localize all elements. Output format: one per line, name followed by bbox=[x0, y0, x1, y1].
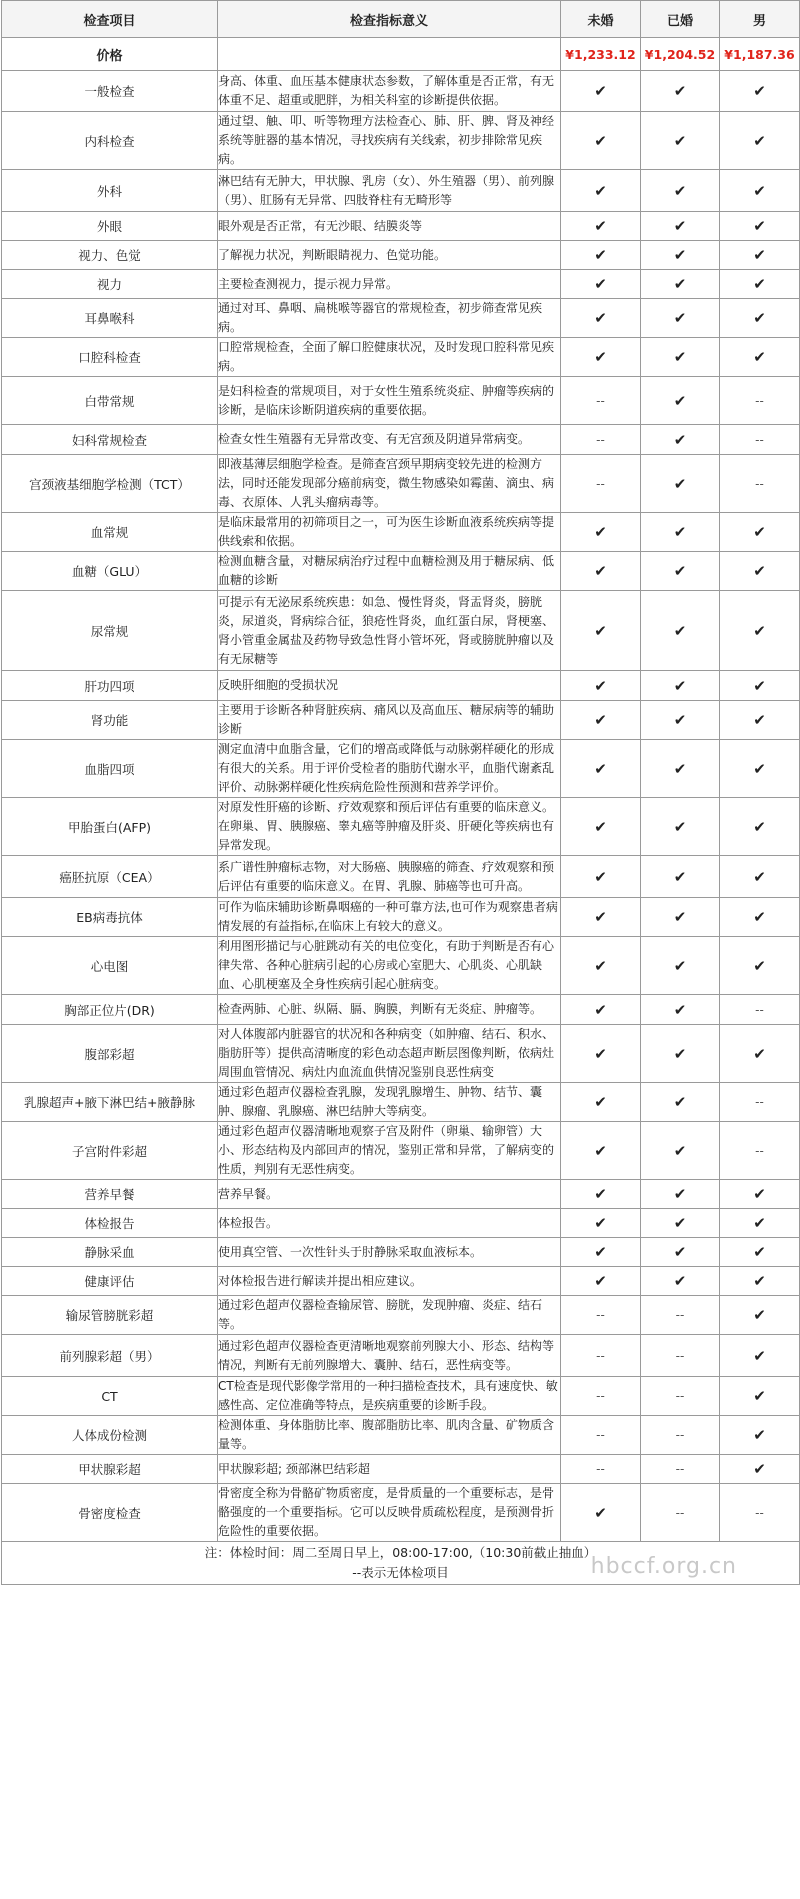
unmarried-mark: ✔ bbox=[561, 112, 641, 170]
table-row bbox=[2, 1416, 800, 1455]
exam-item-name: 甲胎蛋白(AFP) bbox=[2, 798, 218, 856]
unmarried-mark: ✔ bbox=[561, 898, 641, 937]
table-body bbox=[2, 38, 800, 1542]
male-mark: -- bbox=[720, 995, 800, 1025]
exam-item-description: 检测体重、身体脂肪比率、腹部脂肪比率、肌肉含量、矿物质含量等。 bbox=[218, 1416, 561, 1455]
exam-item-name: CT bbox=[2, 1377, 218, 1416]
male-mark: -- bbox=[720, 1484, 800, 1542]
table-row bbox=[2, 1296, 800, 1335]
exam-item-description: 反映肝细胞的受损状况 bbox=[218, 671, 561, 701]
exam-item-name: 输尿管膀胱彩超 bbox=[2, 1296, 218, 1335]
married-mark: ✔ bbox=[641, 856, 720, 898]
unmarried-mark: ✔ bbox=[561, 1083, 641, 1122]
table-row bbox=[2, 1083, 800, 1122]
exam-item-name: 肾功能 bbox=[2, 701, 218, 740]
unmarried-mark: ✔ bbox=[561, 338, 641, 377]
male-mark: ✔ bbox=[720, 1296, 800, 1335]
exam-item-name: 乳腺超声+腋下淋巴结+腋静脉 bbox=[2, 1083, 218, 1122]
exam-item-name: 肝功四项 bbox=[2, 671, 218, 701]
exam-item-name: 营养早餐 bbox=[2, 1180, 218, 1209]
exam-item-name: 血糖（GLU） bbox=[2, 552, 218, 591]
exam-item-description: 系广谱性肿瘤标志物，对大肠癌、胰腺癌的筛查、疗效观察和预后评估有重要的临床意义。在胃、乳腺、肺癌等也可升高。 bbox=[218, 856, 561, 898]
unmarried-mark: ✔ bbox=[561, 170, 641, 212]
unmarried-mark: ✔ bbox=[561, 671, 641, 701]
table-row bbox=[2, 1455, 800, 1484]
exam-item-name: 妇科常规检查 bbox=[2, 425, 218, 455]
unmarried-mark: ✔ bbox=[561, 591, 641, 671]
table-row bbox=[2, 1122, 800, 1180]
exam-item-description: 使用真空管、一次性针头于肘静脉采取血液标本。 bbox=[218, 1238, 561, 1267]
married-mark: ✔ bbox=[641, 591, 720, 671]
exam-item-description: 甲状腺彩超; 颈部淋巴结彩超 bbox=[218, 1455, 561, 1484]
exam-item-name: EB病毒抗体 bbox=[2, 898, 218, 937]
exam-item-name: 一般检查 bbox=[2, 71, 218, 112]
exam-item-description: 主要检查测视力，提示视力异常。 bbox=[218, 270, 561, 299]
married-mark: ✔ bbox=[641, 898, 720, 937]
footer-note: 注：体检时间：周二至周日早上，08:00-17:00,（10:30前截止抽血） bbox=[204, 1545, 597, 1560]
unmarried-mark: ✔ bbox=[561, 513, 641, 552]
male-mark: ✔ bbox=[720, 1455, 800, 1484]
male-mark: ✔ bbox=[720, 513, 800, 552]
unmarried-mark: ✔ bbox=[561, 212, 641, 241]
unmarried-mark: ✔ bbox=[561, 552, 641, 591]
male-mark: ✔ bbox=[720, 1180, 800, 1209]
table-row bbox=[2, 671, 800, 701]
table-row bbox=[2, 270, 800, 299]
exam-item-description: 体检报告。 bbox=[218, 1209, 561, 1238]
male-mark: ✔ bbox=[720, 856, 800, 898]
table-row bbox=[2, 1335, 800, 1377]
male-mark: ✔ bbox=[720, 170, 800, 212]
table-row bbox=[2, 455, 800, 513]
exam-item-name: 静脉采血 bbox=[2, 1238, 218, 1267]
unmarried-mark: ✔ bbox=[561, 241, 641, 270]
exam-item-name: 外眼 bbox=[2, 212, 218, 241]
exam-item-name: 体检报告 bbox=[2, 1209, 218, 1238]
price-row bbox=[2, 38, 800, 71]
married-mark: ✔ bbox=[641, 170, 720, 212]
exam-item-name: 心电图 bbox=[2, 937, 218, 995]
male-mark: ✔ bbox=[720, 1025, 800, 1083]
table-row bbox=[2, 112, 800, 170]
married-mark: ✔ bbox=[641, 1267, 720, 1296]
male-mark: ✔ bbox=[720, 1209, 800, 1238]
unmarried-mark: -- bbox=[561, 1455, 641, 1484]
unmarried-mark: ✔ bbox=[561, 856, 641, 898]
table-row bbox=[2, 338, 800, 377]
exam-item-name: 白带常规 bbox=[2, 377, 218, 425]
unmarried-mark: -- bbox=[561, 1416, 641, 1455]
male-mark: ✔ bbox=[720, 898, 800, 937]
unmarried-mark: -- bbox=[561, 425, 641, 455]
exam-item-description: 身高、体重、血压基本健康状态参数，了解体重是否正常，有无体重不足、超重或肥胖，为相关科室的诊断提供依据。 bbox=[218, 71, 561, 112]
married-mark: -- bbox=[641, 1335, 720, 1377]
table-row bbox=[2, 1238, 800, 1267]
exam-item-name: 宫颈液基细胞学检测（TCT） bbox=[2, 455, 218, 513]
male-mark: ✔ bbox=[720, 241, 800, 270]
male-mark: ✔ bbox=[720, 671, 800, 701]
exam-item-description: 是临床最常用的初筛项目之一，可为医生诊断血液系统疾病等提供线索和依据。 bbox=[218, 513, 561, 552]
male-mark: ✔ bbox=[720, 591, 800, 671]
footer-legend: --表示无体检项目 bbox=[352, 1565, 449, 1580]
table-row bbox=[2, 1025, 800, 1083]
exam-item-description: 检测血糖含量，对糖尿病治疗过程中血糖检测及用于糖尿病、低血糖的诊断 bbox=[218, 552, 561, 591]
married-mark: ✔ bbox=[641, 1025, 720, 1083]
married-mark: ✔ bbox=[641, 241, 720, 270]
table-row bbox=[2, 1180, 800, 1209]
exam-item-name: 视力 bbox=[2, 270, 218, 299]
male-mark: ✔ bbox=[720, 1335, 800, 1377]
unmarried-mark: ✔ bbox=[561, 1025, 641, 1083]
table-row bbox=[2, 425, 800, 455]
exam-item-description: 即液基薄层细胞学检查。是筛查宫颈早期病变较先进的检测方法，同时还能发现部分癌前病变，微生物感染如霉菌、滴虫、病毒、衣原体、人乳头瘤病毒等。 bbox=[218, 455, 561, 513]
male-mark: ✔ bbox=[720, 299, 800, 338]
exam-item-name: 耳鼻喉科 bbox=[2, 299, 218, 338]
table-row bbox=[2, 1484, 800, 1542]
table-row bbox=[2, 241, 800, 270]
table-row bbox=[2, 1267, 800, 1296]
exam-item-name: 前列腺彩超（男） bbox=[2, 1335, 218, 1377]
exam-item-name: 胸部正位片(DR) bbox=[2, 995, 218, 1025]
unmarried-mark: -- bbox=[561, 1335, 641, 1377]
table-row bbox=[2, 377, 800, 425]
exam-item-name: 血脂四项 bbox=[2, 740, 218, 798]
table-row bbox=[2, 898, 800, 937]
married-mark: ✔ bbox=[641, 455, 720, 513]
unmarried-mark: -- bbox=[561, 455, 641, 513]
header-meaning: 检查指标意义 bbox=[218, 1, 561, 38]
married-mark: ✔ bbox=[641, 1209, 720, 1238]
married-mark: ✔ bbox=[641, 995, 720, 1025]
male-mark: ✔ bbox=[720, 338, 800, 377]
male-mark: ✔ bbox=[720, 71, 800, 112]
married-mark: ✔ bbox=[641, 1238, 720, 1267]
table-row bbox=[2, 1377, 800, 1416]
table-row bbox=[2, 740, 800, 798]
exam-item-description: 检查女性生殖器有无异常改变、有无宫颈及阴道异常病变。 bbox=[218, 425, 561, 455]
unmarried-mark: ✔ bbox=[561, 1267, 641, 1296]
table-row bbox=[2, 591, 800, 671]
male-mark: -- bbox=[720, 377, 800, 425]
header-unmarried: 未婚 bbox=[561, 1, 641, 38]
price-label: 价格 bbox=[2, 38, 218, 71]
exam-item-name: 血常规 bbox=[2, 513, 218, 552]
exam-item-description: 通过对耳、鼻咽、扁桃喉等器官的常规检查，初步筛查常见疾病。 bbox=[218, 299, 561, 338]
unmarried-mark: ✔ bbox=[561, 937, 641, 995]
exam-items-table bbox=[1, 0, 800, 1585]
married-mark: ✔ bbox=[641, 212, 720, 241]
exam-item-name: 腹部彩超 bbox=[2, 1025, 218, 1083]
unmarried-mark: ✔ bbox=[561, 1209, 641, 1238]
unmarried-mark: -- bbox=[561, 1377, 641, 1416]
exam-item-description: 可作为临床辅助诊断鼻咽癌的一种可靠方法,也可作为观察患者病情发展的有益指标,在临床上有较大的意义。 bbox=[218, 898, 561, 937]
table-row bbox=[2, 552, 800, 591]
exam-item-description: 通过彩色超声仪器检查更清晰地观察前列腺大小、形态、结构等情况，判断有无前列腺增大、囊肿、结石，恶性病变等。 bbox=[218, 1335, 561, 1377]
exam-item-name: 尿常规 bbox=[2, 591, 218, 671]
exam-item-description: 是妇科检查的常规项目，对于女性生殖系统炎症、肿瘤等疾病的诊断，是临床诊断阴道疾病的重要依据。 bbox=[218, 377, 561, 425]
male-mark: ✔ bbox=[720, 798, 800, 856]
exam-item-description: 测定血清中血脂含量，它们的增高或降低与动脉粥样硬化的形成有很大的关系。用于评价受检者的脂肪代谢水平，血脂代谢紊乱评价、动脉粥样硬化性疾病危险性预测和营养学评价。 bbox=[218, 740, 561, 798]
watermark: hbccf.org.cn bbox=[590, 1554, 737, 1579]
unmarried-mark: -- bbox=[561, 1296, 641, 1335]
exam-item-description: CT检查是现代影像学常用的一种扫描检查技术，具有速度快、敏感性高、定位准确等特点，是疾病重要的诊断手段。 bbox=[218, 1377, 561, 1416]
exam-item-description: 通过彩色超声仪器清晰地观察子宫及附件（卵巢、输卵管）大小、形态结构及内部回声的情况，鉴别正常和异常，了解病变的性质，判别有无恶性病变。 bbox=[218, 1122, 561, 1180]
exam-item-name: 口腔科检查 bbox=[2, 338, 218, 377]
exam-item-description: 可提示有无泌尿系统疾患：如急、慢性肾炎，肾盂肾炎，膀胱炎，尿道炎，肾病综合征，狼疮性肾炎，血红蛋白尿，肾梗塞、肾小管重金属盐及药物导致急性肾小管坏死，肾或膀胱肿瘤以及有无尿糖等 bbox=[218, 591, 561, 671]
exam-item-name: 人体成份检测 bbox=[2, 1416, 218, 1455]
table-row bbox=[2, 299, 800, 338]
exam-item-description: 眼外观是否正常，有无沙眼、结膜炎等 bbox=[218, 212, 561, 241]
male-mark: ✔ bbox=[720, 701, 800, 740]
exam-item-description: 检查两肺、心脏、纵隔、膈、胸膜，判断有无炎症、肿瘤等。 bbox=[218, 995, 561, 1025]
unmarried-mark: -- bbox=[561, 377, 641, 425]
married-mark: ✔ bbox=[641, 701, 720, 740]
unmarried-mark: ✔ bbox=[561, 1238, 641, 1267]
married-mark: ✔ bbox=[641, 377, 720, 425]
married-mark: ✔ bbox=[641, 425, 720, 455]
header-male: 男 bbox=[720, 1, 800, 38]
exam-item-name: 健康评估 bbox=[2, 1267, 218, 1296]
unmarried-mark: ✔ bbox=[561, 299, 641, 338]
exam-item-description: 对体检报告进行解读并提出相应建议。 bbox=[218, 1267, 561, 1296]
male-mark: ✔ bbox=[720, 1416, 800, 1455]
married-mark: ✔ bbox=[641, 671, 720, 701]
exam-package-sheet bbox=[1, 0, 799, 1585]
exam-item-name: 外科 bbox=[2, 170, 218, 212]
male-mark: ✔ bbox=[720, 740, 800, 798]
exam-item-name: 子宫附件彩超 bbox=[2, 1122, 218, 1180]
married-mark: ✔ bbox=[641, 71, 720, 112]
male-mark: -- bbox=[720, 425, 800, 455]
male-mark: -- bbox=[720, 1122, 800, 1180]
exam-item-name: 甲状腺彩超 bbox=[2, 1455, 218, 1484]
header-row bbox=[2, 1, 800, 38]
price-unmarried: ¥1,233.12 bbox=[561, 38, 641, 71]
exam-item-name: 内科检查 bbox=[2, 112, 218, 170]
married-mark: ✔ bbox=[641, 338, 720, 377]
exam-item-description: 主要用于诊断各种肾脏疾病、痛风以及高血压、糖尿病等的辅助诊断 bbox=[218, 701, 561, 740]
table-row bbox=[2, 937, 800, 995]
exam-item-description: 营养早餐。 bbox=[218, 1180, 561, 1209]
table-row bbox=[2, 701, 800, 740]
male-mark: -- bbox=[720, 1083, 800, 1122]
married-mark: -- bbox=[641, 1296, 720, 1335]
table-row bbox=[2, 798, 800, 856]
table-row bbox=[2, 212, 800, 241]
married-mark: ✔ bbox=[641, 552, 720, 591]
male-mark: ✔ bbox=[720, 270, 800, 299]
header-item: 检查项目 bbox=[2, 1, 218, 38]
married-mark: -- bbox=[641, 1484, 720, 1542]
male-mark: ✔ bbox=[720, 937, 800, 995]
married-mark: -- bbox=[641, 1377, 720, 1416]
married-mark: ✔ bbox=[641, 1083, 720, 1122]
exam-item-name: 癌胚抗原（CEA） bbox=[2, 856, 218, 898]
exam-item-description: 对原发性肝癌的诊断、疗效观察和预后评估有重要的临床意义。在卵巢、胃、胰腺癌、睾丸癌等肿瘤及肝炎、肝硬化等疾病也有异常发现。 bbox=[218, 798, 561, 856]
exam-item-description: 利用图形描记与心脏跳动有关的电位变化，有助于判断是否有心律失常、各种心脏病引起的心房或心室肥大、心肌炎、心肌缺血、心肌梗塞及全身性疾病引起心脏病变。 bbox=[218, 937, 561, 995]
table-row bbox=[2, 513, 800, 552]
married-mark: ✔ bbox=[641, 1122, 720, 1180]
married-mark: ✔ bbox=[641, 740, 720, 798]
price-male: ¥1,187.36 bbox=[720, 38, 800, 71]
table-row bbox=[2, 1209, 800, 1238]
exam-item-description: 了解视力状况，判断眼睛视力、色觉功能。 bbox=[218, 241, 561, 270]
exam-item-description: 淋巴结有无肿大，甲状腺、乳房（女）、外生殖器（男）、前列腺（男）、肛肠有无异常、四肢脊柱有无畸形等 bbox=[218, 170, 561, 212]
male-mark: ✔ bbox=[720, 1267, 800, 1296]
male-mark: ✔ bbox=[720, 212, 800, 241]
exam-item-description: 对人体腹部内脏器官的状况和各种病变（如肿瘤、结石、积水、脂肪肝等）提供高清晰度的彩色动态超声断层图像判断，依病灶周围血管情况、病灶内血流血供情况鉴别良恶性病变 bbox=[218, 1025, 561, 1083]
table-row bbox=[2, 995, 800, 1025]
table-row bbox=[2, 170, 800, 212]
exam-item-description: 口腔常规检查，全面了解口腔健康状况，及时发现口腔科常见疾病。 bbox=[218, 338, 561, 377]
exam-item-description: 通过望、触、叩、听等物理方法检查心、肺、肝、脾、肾及神经系统等脏器的基本情况，寻找疾病有关线索，初步排除常见疾病。 bbox=[218, 112, 561, 170]
male-mark: ✔ bbox=[720, 1377, 800, 1416]
exam-item-name: 骨密度检查 bbox=[2, 1484, 218, 1542]
married-mark: -- bbox=[641, 1455, 720, 1484]
male-mark: ✔ bbox=[720, 1238, 800, 1267]
unmarried-mark: ✔ bbox=[561, 1484, 641, 1542]
married-mark: ✔ bbox=[641, 798, 720, 856]
price-married: ¥1,204.52 bbox=[641, 38, 720, 71]
exam-item-description: 通过彩色超声仪器检查乳腺，发现乳腺增生、肿物、结节、囊肿、腺瘤、乳腺癌、淋巴结肿大等病变。 bbox=[218, 1083, 561, 1122]
male-mark: -- bbox=[720, 455, 800, 513]
unmarried-mark: ✔ bbox=[561, 740, 641, 798]
married-mark: ✔ bbox=[641, 937, 720, 995]
table-row bbox=[2, 71, 800, 112]
married-mark: ✔ bbox=[641, 513, 720, 552]
exam-item-name: 视力、色觉 bbox=[2, 241, 218, 270]
unmarried-mark: ✔ bbox=[561, 1180, 641, 1209]
unmarried-mark: ✔ bbox=[561, 1122, 641, 1180]
exam-item-description: 通过彩色超声仪器检查输尿管、膀胱，发现肿瘤、炎症、结石等。 bbox=[218, 1296, 561, 1335]
exam-item-description: 骨密度全称为骨骼矿物质密度，是骨质量的一个重要标志，是骨骼强度的一个重要指标。它可以反映骨质疏松程度，是预测骨折危险性的重要依据。 bbox=[218, 1484, 561, 1542]
unmarried-mark: ✔ bbox=[561, 798, 641, 856]
married-mark: ✔ bbox=[641, 112, 720, 170]
male-mark: ✔ bbox=[720, 552, 800, 591]
unmarried-mark: ✔ bbox=[561, 270, 641, 299]
male-mark: ✔ bbox=[720, 112, 800, 170]
married-mark: ✔ bbox=[641, 270, 720, 299]
table-row bbox=[2, 856, 800, 898]
price-blank bbox=[218, 38, 561, 71]
married-mark: ✔ bbox=[641, 299, 720, 338]
married-mark: ✔ bbox=[641, 1180, 720, 1209]
header-married: 已婚 bbox=[641, 1, 720, 38]
unmarried-mark: ✔ bbox=[561, 995, 641, 1025]
married-mark: -- bbox=[641, 1416, 720, 1455]
unmarried-mark: ✔ bbox=[561, 701, 641, 740]
unmarried-mark: ✔ bbox=[561, 71, 641, 112]
